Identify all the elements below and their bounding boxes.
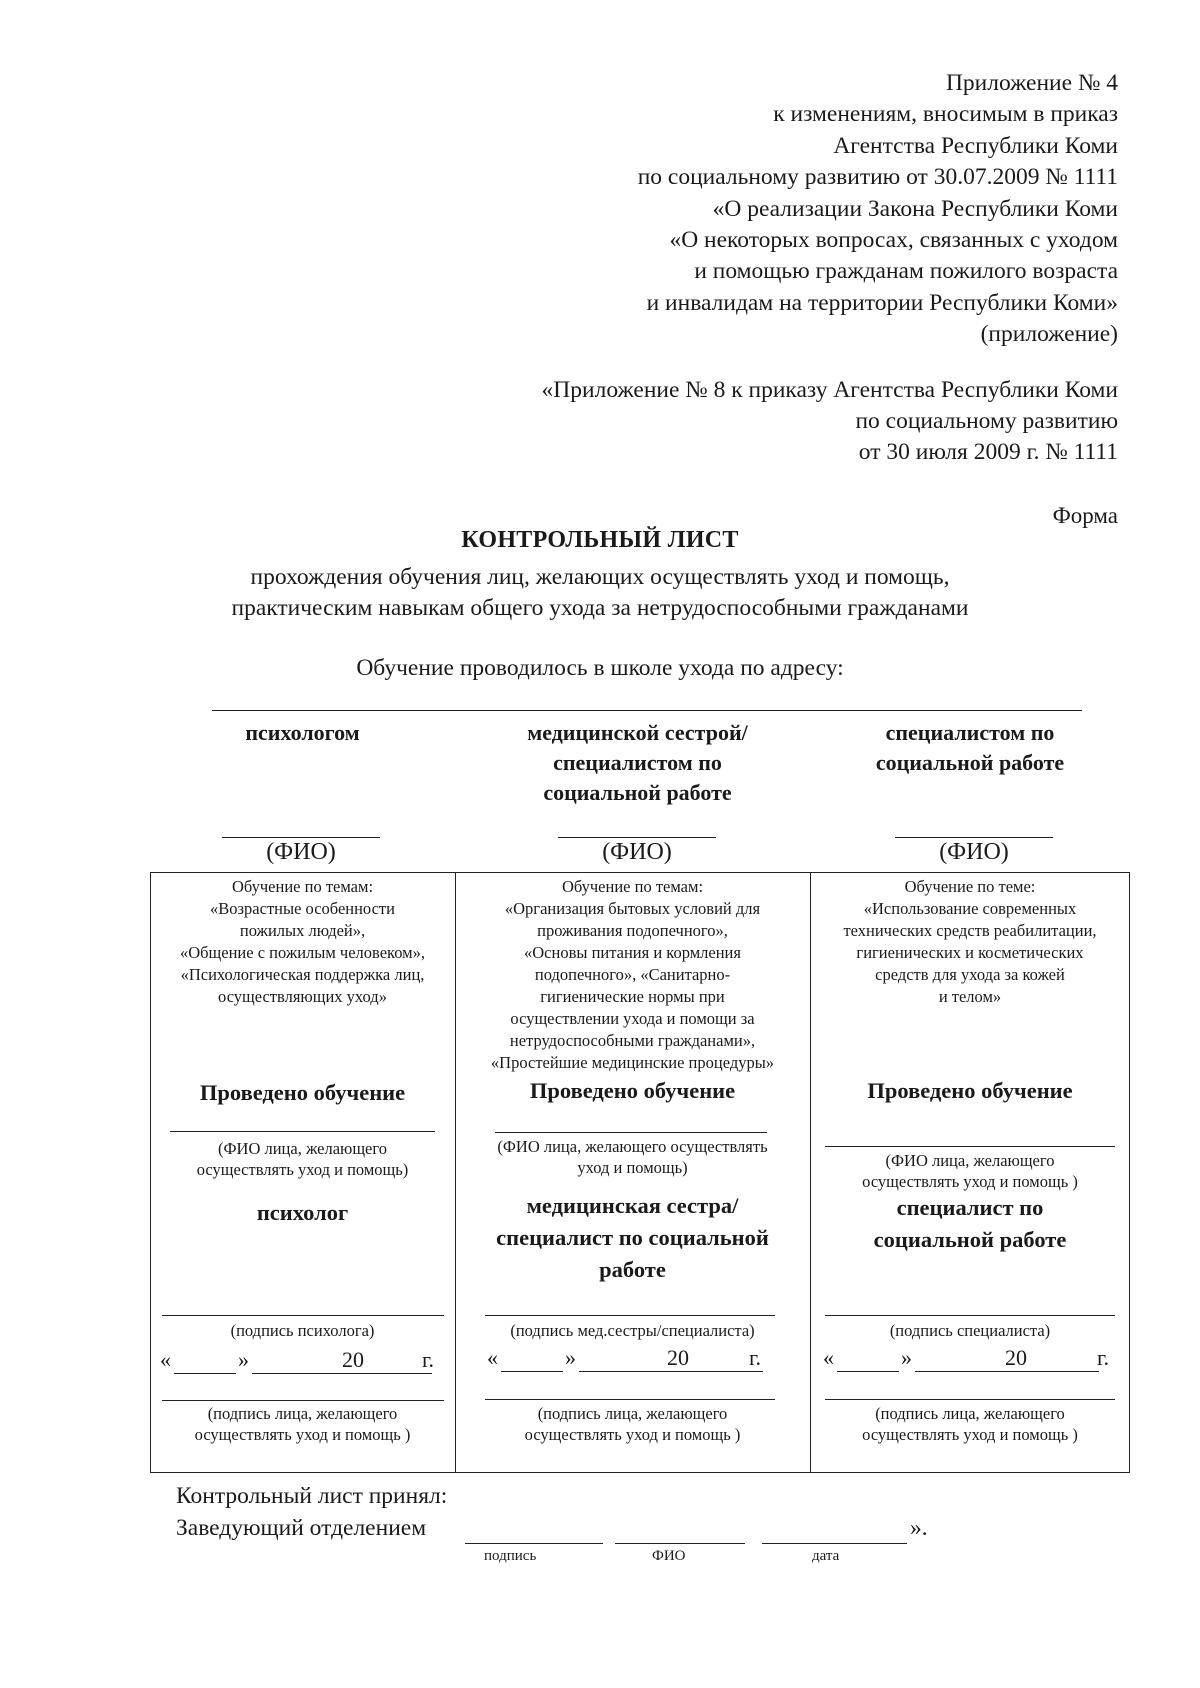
topic-line: «Общение с пожилым человеком»,	[180, 943, 425, 962]
year-field[interactable]	[370, 1373, 406, 1374]
column-head-line: специалистом по	[553, 750, 722, 775]
topic-line: технических средств реабилитации,	[843, 921, 1097, 940]
head-of-department-label: Заведующий отделением	[176, 1515, 427, 1541]
role-label	[455, 1190, 810, 1286]
column-head-line: психологом	[245, 720, 360, 745]
role-line: социальной работе	[873, 1227, 1067, 1252]
caption-line: осуществлять уход и помощь)	[196, 1160, 409, 1179]
fio-label: (ФИО)	[939, 839, 1009, 865]
signature-field[interactable]	[485, 1315, 775, 1316]
signature-field[interactable]	[162, 1315, 444, 1316]
form-label: Форма	[1052, 503, 1118, 528]
trainee-signature-field[interactable]	[485, 1399, 775, 1400]
year-prefix: 20	[1005, 1345, 1027, 1370]
cell-nurse	[455, 874, 810, 1471]
signature-caption: (подпись мед.сестры/специалиста)	[510, 1321, 755, 1340]
address-label: Обучение проводилось в школе ухода по адресу:	[356, 655, 844, 681]
year-suffix: г.	[749, 1345, 762, 1370]
topic-line: «Простейшие медицинские процедуры»	[490, 1053, 775, 1072]
year-prefix: 20	[342, 1347, 364, 1372]
cell-psychologist	[150, 874, 455, 1471]
column-head-social-worker	[810, 718, 1130, 778]
quote-close: »	[238, 1347, 249, 1372]
year-prefix: 20	[667, 1345, 689, 1370]
column-head-line: специалистом по	[885, 720, 1055, 745]
caption-signature: подпись	[484, 1548, 537, 1564]
topic-line: осуществляющих уход»	[218, 987, 387, 1006]
role-label	[150, 1197, 455, 1229]
caption-line: (подпись лица, желающего	[207, 1404, 398, 1423]
caption-line: осуществлять уход и помощь )	[862, 1172, 1078, 1191]
topic-line: «Психологическая поддержка лиц,	[180, 965, 425, 984]
trainee-signature-caption	[150, 1403, 455, 1445]
topics	[810, 876, 1130, 1008]
address-field[interactable]	[212, 710, 1082, 711]
appendix-line: «Приложение № 8 к приказу Агентства Республики Коми	[541, 376, 1118, 403]
trainee-signature-caption	[455, 1403, 810, 1445]
trainee-signature-field[interactable]	[825, 1399, 1115, 1400]
topic-line: подопечного», «Санитарно-	[534, 965, 731, 984]
topic-line: «Использование современных	[863, 899, 1077, 918]
topic-line: Обучение по темам:	[561, 877, 704, 896]
training-done-label: Проведено обучение	[199, 1080, 406, 1105]
topic-line: средств для ухода за кожей	[875, 965, 1065, 984]
caption-line: осуществлять уход и помощь )	[194, 1425, 411, 1444]
caption-fio: ФИО	[652, 1548, 686, 1564]
signature-caption: (подпись специалиста)	[889, 1321, 1051, 1340]
topic-line: проживания подопечного»,	[537, 921, 728, 940]
head-date-field[interactable]	[762, 1543, 907, 1544]
column-head-nurse	[455, 718, 820, 808]
trainee-signature-field[interactable]	[162, 1400, 444, 1401]
caption-line: (подпись лица, желающего	[875, 1404, 1065, 1423]
head-fio-field[interactable]	[615, 1543, 745, 1544]
appendix-line: по социальному развитию	[855, 408, 1118, 435]
appendix-line: от 30 июля 2009 г. № 1111	[858, 439, 1118, 466]
day-field[interactable]	[501, 1371, 563, 1372]
role-line: специалист по социальной	[496, 1225, 769, 1250]
accepted-label: Контрольный лист принял:	[176, 1483, 448, 1509]
role-line: медицинская сестра/	[526, 1193, 739, 1218]
header-line: Агентства Республики Коми	[833, 132, 1118, 159]
topic-line: и телом»	[938, 987, 1002, 1006]
quote-close: »	[565, 1345, 576, 1370]
trainee-signature-caption	[810, 1403, 1130, 1445]
trainee-fio-field[interactable]	[170, 1131, 435, 1132]
caption-line: уход и помощь)	[577, 1158, 688, 1177]
trainee-fio-field[interactable]	[825, 1146, 1115, 1147]
header-line: по социальному развитию от 30.07.2009 № 1111	[637, 164, 1118, 191]
year-field[interactable]	[697, 1371, 737, 1372]
column-head-line: медицинской сестрой/	[527, 720, 748, 745]
date-row	[160, 1347, 450, 1373]
header-line: «О реализации Закона Республики Коми	[712, 195, 1118, 222]
caption-date: дата	[812, 1548, 840, 1564]
signature-caption: (подпись психолога)	[230, 1321, 375, 1340]
quote-open: «	[823, 1345, 834, 1370]
header-block	[418, 68, 1118, 469]
header-line: Приложение № 4	[945, 70, 1118, 96]
date-row	[823, 1345, 1123, 1371]
document-subtitle	[0, 562, 1200, 624]
date-row	[487, 1345, 787, 1371]
subtitle-line: прохождения обучения лиц, желающих осуществлять уход и помощь,	[250, 564, 950, 590]
training-done-label: Проведено обучение	[529, 1078, 736, 1103]
head-signature-field[interactable]	[465, 1543, 603, 1544]
topics	[455, 876, 810, 1074]
role-line: психолог	[256, 1200, 349, 1225]
signature-field[interactable]	[825, 1315, 1115, 1316]
caption-line: (ФИО лица, желающего	[218, 1139, 387, 1158]
topic-line: гигиенические нормы при	[540, 987, 725, 1006]
topic-line: Обучение по теме:	[904, 877, 1036, 896]
closing-quote: ».	[910, 1515, 928, 1541]
column-head-line: социальной работе	[875, 750, 1065, 775]
header-line: и помощью гражданам пожилого возраста	[694, 258, 1118, 285]
fio-label: (ФИО)	[266, 839, 336, 865]
quote-open: «	[160, 1347, 171, 1372]
year-suffix: г.	[1097, 1345, 1110, 1370]
header-line: (приложение)	[980, 321, 1118, 348]
cell-social-worker	[810, 874, 1130, 1471]
header-line: «О некоторых вопросах, связанных с уходом	[669, 227, 1118, 254]
header-line: и инвалидам на территории Республики Коми»	[646, 289, 1118, 316]
year-suffix: г.	[422, 1347, 435, 1372]
role-label	[810, 1192, 1130, 1256]
day-field[interactable]	[837, 1371, 899, 1372]
quote-open: «	[487, 1345, 498, 1370]
topic-line: Обучение по темам:	[231, 877, 374, 896]
document-title: КОНТРОЛЬНЫЙ ЛИСТ	[461, 527, 739, 553]
year-field[interactable]	[1033, 1371, 1073, 1372]
fio-field-social-worker[interactable]	[895, 837, 1053, 838]
day-field[interactable]	[174, 1373, 236, 1374]
trainee-caption	[150, 1138, 455, 1180]
caption-line: осуществлять уход и помощь )	[862, 1425, 1078, 1444]
topic-line: «Возрастные особенности	[210, 899, 395, 918]
fio-field-psychologist[interactable]	[222, 837, 380, 838]
column-head-line: социальной работе	[543, 780, 732, 805]
fio-field-nurse[interactable]	[558, 837, 716, 838]
quote-close: »	[901, 1345, 912, 1370]
trainee-caption	[810, 1150, 1130, 1192]
topics	[150, 876, 455, 1008]
trainee-fio-field[interactable]	[495, 1132, 767, 1133]
training-done-label: Проведено обучение	[867, 1078, 1073, 1103]
topic-line: «Организация бытовых условий для	[504, 899, 761, 918]
header-line: к изменениям, вносимым в приказ	[773, 101, 1118, 128]
fio-label: (ФИО)	[602, 839, 672, 865]
caption-line: (ФИО лица, желающего осуществлять	[497, 1137, 768, 1156]
caption-line: осуществлять уход и помощь )	[524, 1425, 741, 1444]
topic-line: нетрудоспособными гражданами»,	[509, 1031, 756, 1050]
topic-line: пожилых людей»,	[239, 921, 366, 940]
role-line: работе	[599, 1257, 666, 1282]
trainee-caption	[455, 1136, 810, 1178]
topic-line: «Основы питания и кормления	[524, 943, 741, 962]
column-head-psychologist	[150, 718, 455, 748]
caption-line: (ФИО лица, желающего	[885, 1151, 1055, 1170]
topic-line: гигиенических и косметических	[856, 943, 1084, 962]
caption-line: (подпись лица, желающего	[537, 1404, 728, 1423]
subtitle-line: практическим навыкам общего ухода за нетрудоспособными гражданами	[231, 595, 969, 621]
role-line: специалист по	[896, 1195, 1044, 1220]
topic-line: осуществлении ухода и помощи за	[510, 1009, 755, 1028]
